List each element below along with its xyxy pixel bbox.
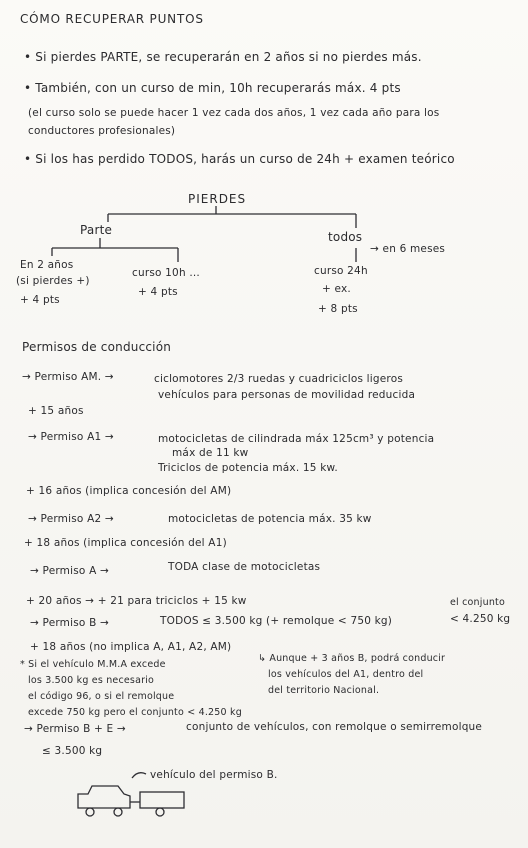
permiso-a1-desc-1: motocicletas de cilindrada máx 125cm³ y potencia: [158, 433, 435, 445]
note-left-4: excede 750 kg pero el conjunto < 4.250 kg: [28, 707, 242, 718]
tree-right: todos: [328, 230, 363, 244]
bullet-parte: • Si pierdes PARTE, se recuperarán en 2 años si no pierdes más.: [24, 50, 422, 64]
note-curso-line2: conductores profesionales): [28, 125, 176, 137]
note-left-1: * Si el vehículo M.M.A excede: [20, 659, 166, 670]
bullet-curso: • También, con un curso de min, 10h recuperarás máx. 4 pts: [24, 81, 401, 95]
tree-left-a-1: En 2 años: [20, 259, 74, 271]
note-right-3: del territorio Nacional.: [268, 685, 380, 696]
b-conjunto-1: el conjunto: [450, 597, 505, 608]
tree-right-sub-3: + 8 pts: [318, 303, 358, 315]
tree-left-a-3: + 4 pts: [20, 294, 60, 306]
tree-left: Parte: [80, 223, 113, 237]
tree-left-b-1: curso 10h ...: [132, 267, 200, 279]
permiso-am-desc-2: vehículos para personas de movilidad reducida: [158, 389, 416, 401]
permiso-be-desc: conjunto de vehículos, con remolque o semirremolque: [186, 721, 483, 733]
tree-left-a-2: (si pierdes +): [16, 275, 90, 287]
age-18-a: + 18 años (implica concesión del A1): [24, 537, 227, 549]
permisos-title: Permisos de conducción: [22, 340, 172, 354]
permiso-a2-label: → Permiso A2 →: [28, 513, 114, 525]
page-title: CÓMO RECUPERAR PUNTOS: [20, 12, 204, 26]
permiso-b-label: → Permiso B →: [30, 617, 110, 629]
permiso-a-desc: TODA clase de motocicletas: [168, 561, 321, 573]
note-left-3: el código 96, o si el remolque: [28, 691, 175, 702]
permiso-am-desc-1: ciclomotores 2/3 ruedas y cuadriciclos ligeros: [154, 373, 403, 385]
age-20: + 20 años → + 21 para triciclos + 15 kw: [26, 595, 247, 607]
permiso-am-label: → Permiso AM. →: [22, 371, 114, 383]
note-left-2: los 3.500 kg es necesario: [28, 675, 155, 686]
age-15: + 15 años: [28, 405, 84, 417]
tree-right-sub-2: + ex.: [322, 283, 351, 295]
permiso-b-desc: TODOS ≤ 3.500 kg (+ remolque < 750 kg): [160, 615, 393, 627]
tree-root: PIERDES: [188, 192, 247, 206]
permiso-be-weight: ≤ 3.500 kg: [42, 745, 103, 757]
permiso-a1-desc-2: máx de 11 kw: [172, 447, 249, 459]
permiso-a-label: → Permiso A →: [30, 565, 109, 577]
permiso-a1-label: → Permiso A1 →: [28, 431, 114, 443]
age-18-b: + 18 años (no implica A, A1, A2, AM): [30, 641, 232, 653]
tree-right-arrow: → en 6 meses: [370, 243, 446, 255]
tree-left-b-2: + 4 pts: [138, 286, 178, 298]
vehicle-caption: vehículo del permiso B.: [150, 769, 278, 781]
age-16: + 16 años (implica concesión del AM): [26, 485, 232, 497]
bullet-todos: • Si los has perdido TODOS, harás un curso de 24h + examen teórico: [24, 152, 455, 166]
note-right-1: ↳ Aunque + 3 años B, podrá conducir: [258, 653, 446, 664]
b-conjunto-2: < 4.250 kg: [450, 613, 511, 625]
permiso-a1-desc-3: Triciclos de potencia máx. 15 kw.: [158, 462, 338, 474]
tree-right-sub-1: curso 24h: [314, 265, 368, 277]
permiso-be-label: → Permiso B + E →: [24, 723, 126, 735]
note-curso-line1: (el curso solo se puede hacer 1 vez cada dos años, 1 vez cada año para los: [28, 107, 440, 119]
note-right-2: los vehículos del A1, dentro del: [268, 669, 424, 680]
permiso-a2-desc: motocicletas de potencia máx. 35 kw: [168, 513, 372, 525]
